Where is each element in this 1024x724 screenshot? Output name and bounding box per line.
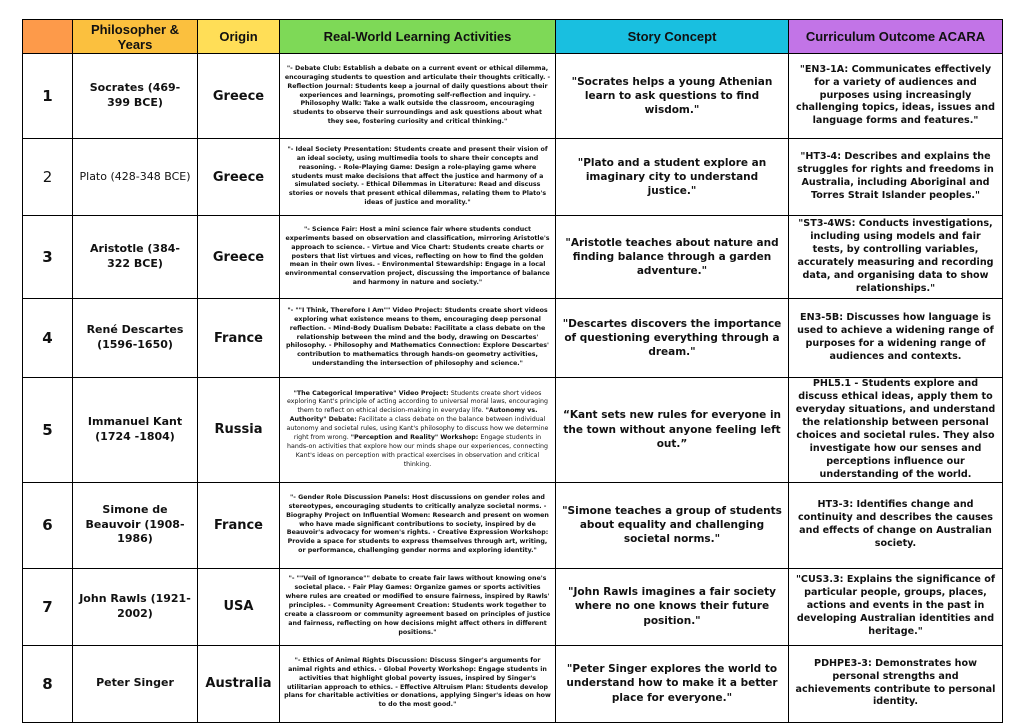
header-philosopher: Philosopher & Years xyxy=(73,20,198,54)
origin-cell: Australia xyxy=(198,645,280,722)
activities-cell: "- Science Fair: Host a mini science fair where students conduct experiments based on observation and classification, mirroring Aristotle's approach to science. - Virtue and Vice Chart: Students create charts or posters that list virtues and vices, reflecting on how to find the golden mean in their own lives. - Environmental Stewardship: Engage in a local environmental conservation project, discussing the importance of balance and harmony in nature and society." xyxy=(280,216,556,299)
curriculum-cell: "EN3-1A: Communicates effectively for a variety of audiences and purposes using increasingly challenging topics, ideas, issues and language forms and features." xyxy=(789,54,1003,139)
activity-text: Facilitate a class debate on the balance between individual autonomy and societal rules, using Kant's philosophy to discuss how we determine right from wrong. xyxy=(286,416,549,442)
philosophy-table xyxy=(22,19,1003,723)
origin-cell: Greece xyxy=(198,139,280,216)
curriculum-cell: "HT3-4: Describes and explains the struggles for rights and freedoms in Australia, including Aboriginal and Torres Strait Islander peoples." xyxy=(789,139,1003,216)
activities-cell: "- ""Veil of Ignorance"" debate to create fair laws without knowing one's societal place. - Fair Play Games: Organize games or sports activities where rules are created or modified to ensure fairness, inspired by Rawls' principles. - Community Agreement Creation: Students work together to create a classroom or community agreement based on principles of justice and fairness, reflecting on how decisions might affect others in different positions." xyxy=(280,568,556,645)
philosopher-cell: Plato (428-348 BCE) xyxy=(73,139,198,216)
philosopher-cell: René Descartes (1596-1650) xyxy=(73,299,198,378)
row-number: 6 xyxy=(23,482,73,568)
table-row xyxy=(23,568,1003,645)
philosopher-cell: Peter Singer xyxy=(73,645,198,722)
header-activities: Real-World Learning Activities xyxy=(280,20,556,54)
table-row xyxy=(23,645,1003,722)
activity-text: Students create short videos exploring Kant's principle of acting according to universal moral laws, encouraging them to reflect on ethical decision-making in everyday life. xyxy=(286,389,549,415)
activity-title: "Perception and Reality" Workshop: xyxy=(350,434,479,442)
table-row xyxy=(23,139,1003,216)
activities-cell xyxy=(280,378,556,483)
row-number: 8 xyxy=(23,645,73,722)
header-row xyxy=(23,20,1003,54)
philosopher-cell: Immanuel Kant (1724 -1804) xyxy=(73,378,198,483)
curriculum-cell: EN3-5B: Discusses how language is used to achieve a widening range of purposes for a widening range of audiences and contexts. xyxy=(789,299,1003,378)
story-cell: "Socrates helps a young Athenian learn to ask questions to find wisdom." xyxy=(556,54,789,139)
philosopher-cell: Socrates (469-399 BCE) xyxy=(73,54,198,139)
story-cell: "Plato and a student explore an imaginary city to understand justice." xyxy=(556,139,789,216)
origin-cell: Greece xyxy=(198,216,280,299)
row-number: 1 xyxy=(23,54,73,139)
curriculum-cell: "ST3-4WS: Conducts investigations, including using models and fair tests, by controlling variables, accurately measuring and recording data, and organising data to show relationships." xyxy=(789,216,1003,299)
row-number: 3 xyxy=(23,216,73,299)
table-row xyxy=(23,299,1003,378)
story-cell: “Kant sets new rules for everyone in the town without anyone feeling left out.” xyxy=(556,378,789,483)
philosopher-cell: Aristotle (384-322 BCE) xyxy=(73,216,198,299)
story-cell: "Descartes discovers the importance of questioning everything through a dream." xyxy=(556,299,789,378)
origin-cell: France xyxy=(198,299,280,378)
origin-cell: Russia xyxy=(198,378,280,483)
curriculum-cell: PDHPE3-3: Demonstrates how personal strengths and achievements contribute to personal identity. xyxy=(789,645,1003,722)
activities-cell: "- Debate Club: Establish a debate on a current event or ethical dilemma, encouraging students to question and articulate their thoughts critically. - Reflection Journal: Students keep a journal of daily questions about their experiences and learnings, promoting self-reflection and inquiry. - Philosophy Walk: Take a walk outside the classroom, encouraging students to observe their surroundings and ask questions about what they see, fostering curiosity and critical thinking." xyxy=(280,54,556,139)
activities-cell: "- ""I Think, Therefore I Am"" Video Project: Students create short videos exploring what existence means to them, encouraging deep personal reflection. - Mind-Body Dualism Debate: Facilitate a class debate on the relationship between the mind and the body, drawing on Descartes' philosophy. - Philosophy and Mathematics Connection: Explore Descartes' contribution to mathematics through hands-on geometry activities, understanding the intersection of philosophy and science." xyxy=(280,299,556,378)
activity-title: "Autonomy vs. Authority" Debate: xyxy=(289,407,538,424)
activities-cell: "- Gender Role Discussion Panels: Host discussions on gender roles and stereotypes, encouraging students to critically analyze societal norms. - Biography Project on Influential Women: Research and present on women who have made significant contributions to society, inspired by de Beauvoir's advocacy for women's rights. - Creative Expression Workshop: Provide a space for students to express themselves through art, writing, or performance, challenging gender norms and exploring identity." xyxy=(280,482,556,568)
row-number: 7 xyxy=(23,568,73,645)
activity-text: Engage students in hands-on activities that explore how our minds shape our experiences, connecting Kant's ideas on perception with practical exercises in observation and critical thinking. xyxy=(287,434,548,469)
origin-cell: Greece xyxy=(198,54,280,139)
story-cell: "Peter Singer explores the world to understand how to make it a better place for everyone." xyxy=(556,645,789,722)
row-number: 4 xyxy=(23,299,73,378)
header-number xyxy=(23,20,73,54)
row-number: 2 xyxy=(23,139,73,216)
table-row xyxy=(23,216,1003,299)
header-origin: Origin xyxy=(198,20,280,54)
philosopher-cell: Simone de Beauvoir (1908-1986) xyxy=(73,482,198,568)
curriculum-cell: "CUS3.3: Explains the significance of particular people, groups, places, actions and events in the past in developing Australian identities and heritage." xyxy=(789,568,1003,645)
origin-cell: France xyxy=(198,482,280,568)
table-row xyxy=(23,378,1003,483)
activity-title: "The Categorical Imperative" Video Project: xyxy=(293,389,449,397)
philosopher-cell: John Rawls (1921-2002) xyxy=(73,568,198,645)
activities-cell: "- Ideal Society Presentation: Students create and present their vision of an ideal society, using multimedia tools to share their concepts and reasoning. - Role-Playing Game: Design a role-playing game where students must make decisions that affect the justice and harmony of a simulated society. - Ethical Dilemmas in Literature: Read and discuss stories or novels that present ethical dilemmas, relating them to Plato's ideas of justice and morality." xyxy=(280,139,556,216)
row-number: 5 xyxy=(23,378,73,483)
story-cell: "Aristotle teaches about nature and finding balance through a garden adventure." xyxy=(556,216,789,299)
header-curriculum: Curriculum Outcome ACARA xyxy=(789,20,1003,54)
table-row xyxy=(23,482,1003,568)
story-cell: "Simone teaches a group of students about equality and challenging societal norms." xyxy=(556,482,789,568)
origin-cell: USA xyxy=(198,568,280,645)
curriculum-cell: HT3-3: Identifies change and continuity and describes the causes and effects of change on Australian society. xyxy=(789,482,1003,568)
story-cell: "John Rawls imagines a fair society where no one knows their future position." xyxy=(556,568,789,645)
table-row xyxy=(23,54,1003,139)
activities-cell: "- Ethics of Animal Rights Discussion: Discuss Singer's arguments for animal rights and ethics. - Global Poverty Workshop: Engage students in activities that highlight global poverty issues, inspired by Singer's utilitarian approach to ethics. - Effective Altruism Plan: Students develop plans for charitable activities or donations, applying Singer's ideas on how to do the most good." xyxy=(280,645,556,722)
header-story: Story Concept xyxy=(556,20,789,54)
curriculum-cell: PHL5.1 - Students explore and discuss ethical ideas, apply them to everyday situations, and understand the relationship between personal choices and societal rules. They also investigate how our senses and perceptions influence our understanding of the world. xyxy=(789,378,1003,483)
